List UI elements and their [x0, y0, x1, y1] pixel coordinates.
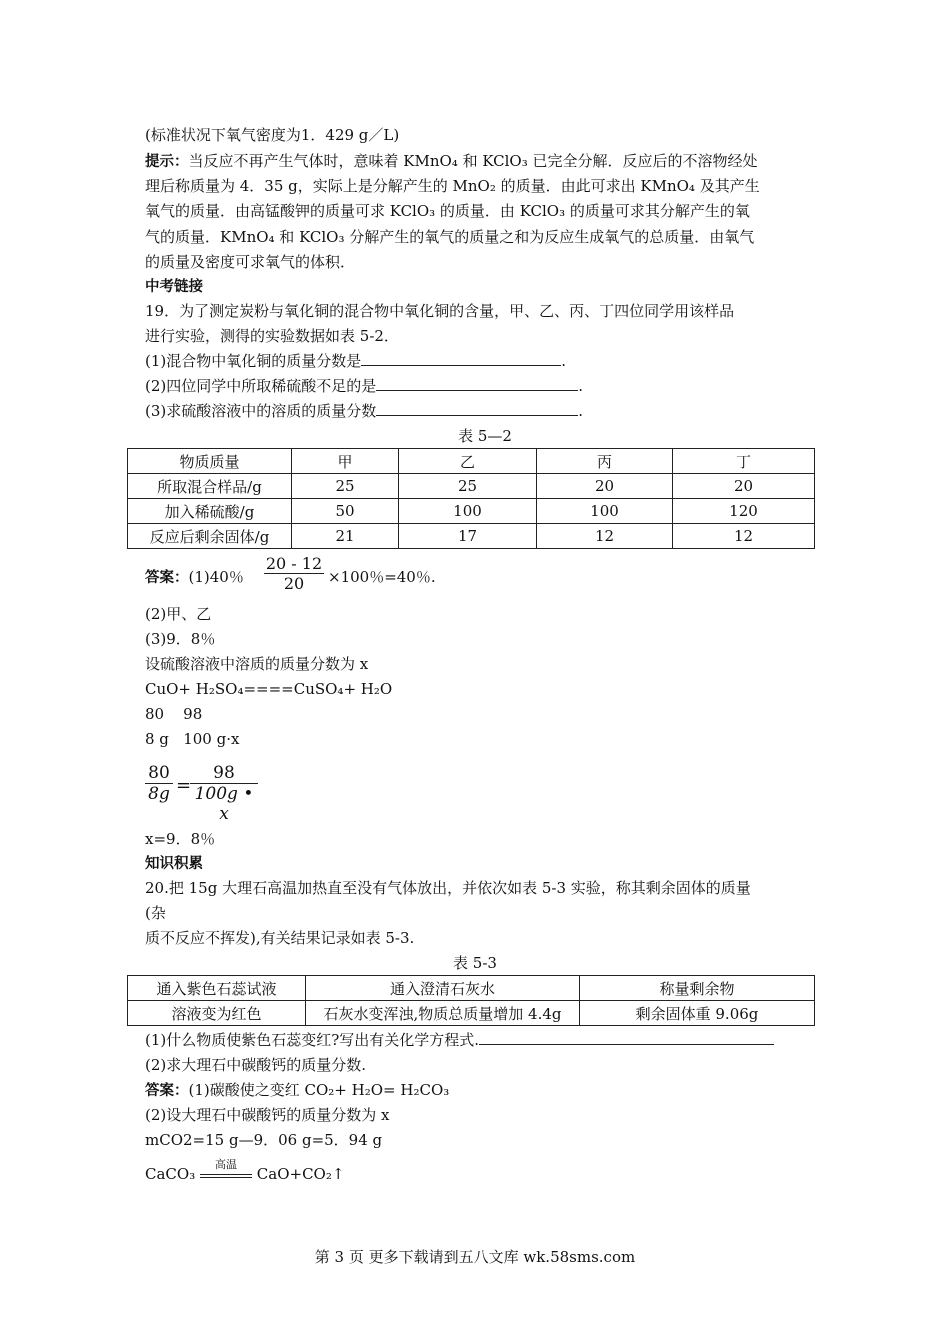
mco2-line: mCO2=15 g—9．06 g=5．94 g — [145, 1131, 383, 1149]
answer-19-1-suffix: ×100％=40％. — [328, 568, 436, 586]
hint-label: 提示： — [145, 154, 189, 170]
table-header-row — [128, 449, 815, 474]
table-cell: 21 — [292, 524, 399, 549]
section-zhongkao: 中考链接 — [145, 279, 203, 295]
q20-line-3: 质不反应不挥发),有关结果记录如表 5-3. — [145, 929, 415, 947]
table-cell: 20 — [673, 474, 815, 499]
answer-label: 答案： — [145, 1083, 189, 1099]
fraction-3: 98 100g • x — [190, 763, 258, 824]
table-cell: 加入稀硫酸/g — [128, 499, 292, 524]
answer-19-3: (3)9．8％ — [145, 630, 216, 648]
q19-line-1: 19．为了测定炭粉与氧化铜的混合物中氧化铜的含量，甲、乙、丙、丁四位同学用该样品 — [145, 302, 735, 320]
q19-part-1: (1)混合物中氧化铜的质量分数是 . — [145, 352, 567, 370]
set-x-line: 设硫酸溶液中溶质的质量分数为 x — [145, 655, 369, 673]
answer-19-1: 答案：(1)40％ — [145, 568, 244, 586]
table-cell: 所取混合样品/g — [128, 474, 292, 499]
equals-sign: = — [176, 775, 192, 796]
table-row — [128, 499, 815, 524]
table-cell: 25 — [292, 474, 399, 499]
fraction-2: 80 8g — [145, 763, 173, 804]
mass-row-1: 80 98 — [145, 705, 203, 723]
q20-line-1: 20.把 15g 大理石高温加热直至没有气体放出，并依次如表 5-3 实验，称其剩余固体的质量 — [145, 879, 751, 897]
table-row — [128, 474, 815, 499]
answer-20-2: (2)设大理石中碳酸钙的质量分数为 x — [145, 1106, 390, 1124]
answer-20-1: 答案：(1)碳酸使之变红 CO₂+ H₂O= H₂CO₃ — [145, 1081, 450, 1099]
answer-blank — [361, 351, 561, 366]
table-header-cell: 通入澄清石灰水 — [306, 976, 580, 1001]
page-footer: 第 3 页 更多下载请到五八文库 wk.58sms.com — [314, 1248, 636, 1266]
hint-line-4: 气的质量．KMnO₄ 和 KClO₃ 分解产生的氧气的质量之和为反应生成氧气的总质量．由氧气 — [145, 228, 755, 246]
mass-row-2: 8 g 100 g·x — [145, 730, 240, 748]
table-header-cell: 丙 — [537, 449, 673, 474]
result-line: x=9．8％ — [145, 830, 216, 848]
hint-text-1: 当反应不再产生气体时，意味着 KMnO₄ 和 KClO₃ 已完全分解．反应后的不溶物经处 — [188, 152, 758, 170]
table-cell: 25 — [399, 474, 537, 499]
section-zhishi: 知识积累 — [145, 856, 203, 872]
table-cell: 反应后剩余固体/g — [128, 524, 292, 549]
hint-line-5: 的质量及密度可求氧气的体积． — [145, 253, 356, 271]
table-cell: 100 — [537, 499, 673, 524]
equation-2: CaCO₃ 高温 CaO+CO₂↑ — [145, 1158, 345, 1183]
q19-part-3: (3)求硫酸溶液中的溶质的质量分数 . — [145, 402, 584, 420]
table-cell: 50 — [292, 499, 399, 524]
table-cell: 120 — [673, 499, 815, 524]
q20-line-2: (杂 — [145, 904, 166, 922]
answer-blank — [376, 376, 578, 391]
table-cell: 石灰水变浑浊,物质总质量增加 4.4g — [306, 1001, 580, 1026]
table2-caption: 表 5-3 — [453, 954, 497, 972]
table-cell: 溶液变为红色 — [128, 1001, 306, 1026]
equation-1: CuO+ H₂SO₄====CuSO₄+ H₂O — [145, 680, 393, 698]
table-5-2 — [127, 448, 815, 549]
hint-line-3: 氧气的质量．由高锰酸钾的质量可求 KClO₃ 的质量．由 KClO₃ 的质量可求其分解产生的氧 — [145, 202, 750, 220]
fraction-1: 20 - 12 20 — [265, 554, 323, 593]
table-header-cell: 称量剩余物 — [580, 976, 815, 1001]
q19-line-2: 进行实验，测得的实验数据如表 5-2． — [145, 327, 399, 345]
reaction-condition: 高温 — [200, 1163, 252, 1178]
answer-label: 答案： — [145, 570, 189, 586]
density-note: (标准状况下氧气密度为1．429 g／L) — [145, 126, 400, 144]
table1-caption: 表 5—2 — [458, 427, 512, 445]
hint-line-1 — [145, 150, 758, 173]
q20-part-2: (2)求大理石中碳酸钙的质量分数. — [145, 1056, 367, 1074]
answer-blank — [479, 1030, 774, 1045]
table-cell: 12 — [673, 524, 815, 549]
table-header-cell: 通入紫色石蕊试液 — [128, 976, 306, 1001]
table-cell: 20 — [537, 474, 673, 499]
table-row — [128, 524, 815, 549]
table-header-cell: 丁 — [673, 449, 815, 474]
table-cell: 100 — [399, 499, 537, 524]
table-header-cell: 物质质量 — [128, 449, 292, 474]
q20-part-1: (1)什么物质使紫色石蕊变红?写出有关化学方程式. — [145, 1029, 774, 1051]
table-header-cell: 甲 — [292, 449, 399, 474]
answer-blank — [376, 401, 578, 416]
table-5-3 — [127, 975, 815, 1026]
table-cell: 17 — [399, 524, 537, 549]
hint-line-2: 理后称质量为 4．35 g，实际上是分解产生的 MnO₂ 的质量．由此可求出 KMnO₄ 及其产生 — [145, 177, 760, 195]
table-cell: 12 — [537, 524, 673, 549]
table-cell: 剩余固体重 9.06g — [580, 1001, 815, 1026]
table-header-cell: 乙 — [399, 449, 537, 474]
table-row — [128, 1001, 815, 1026]
answer-19-2: (2)甲、乙 — [145, 605, 212, 623]
q19-part-2: (2)四位同学中所取稀硫酸不足的是 . — [145, 377, 584, 395]
table-header-row — [128, 976, 815, 1001]
